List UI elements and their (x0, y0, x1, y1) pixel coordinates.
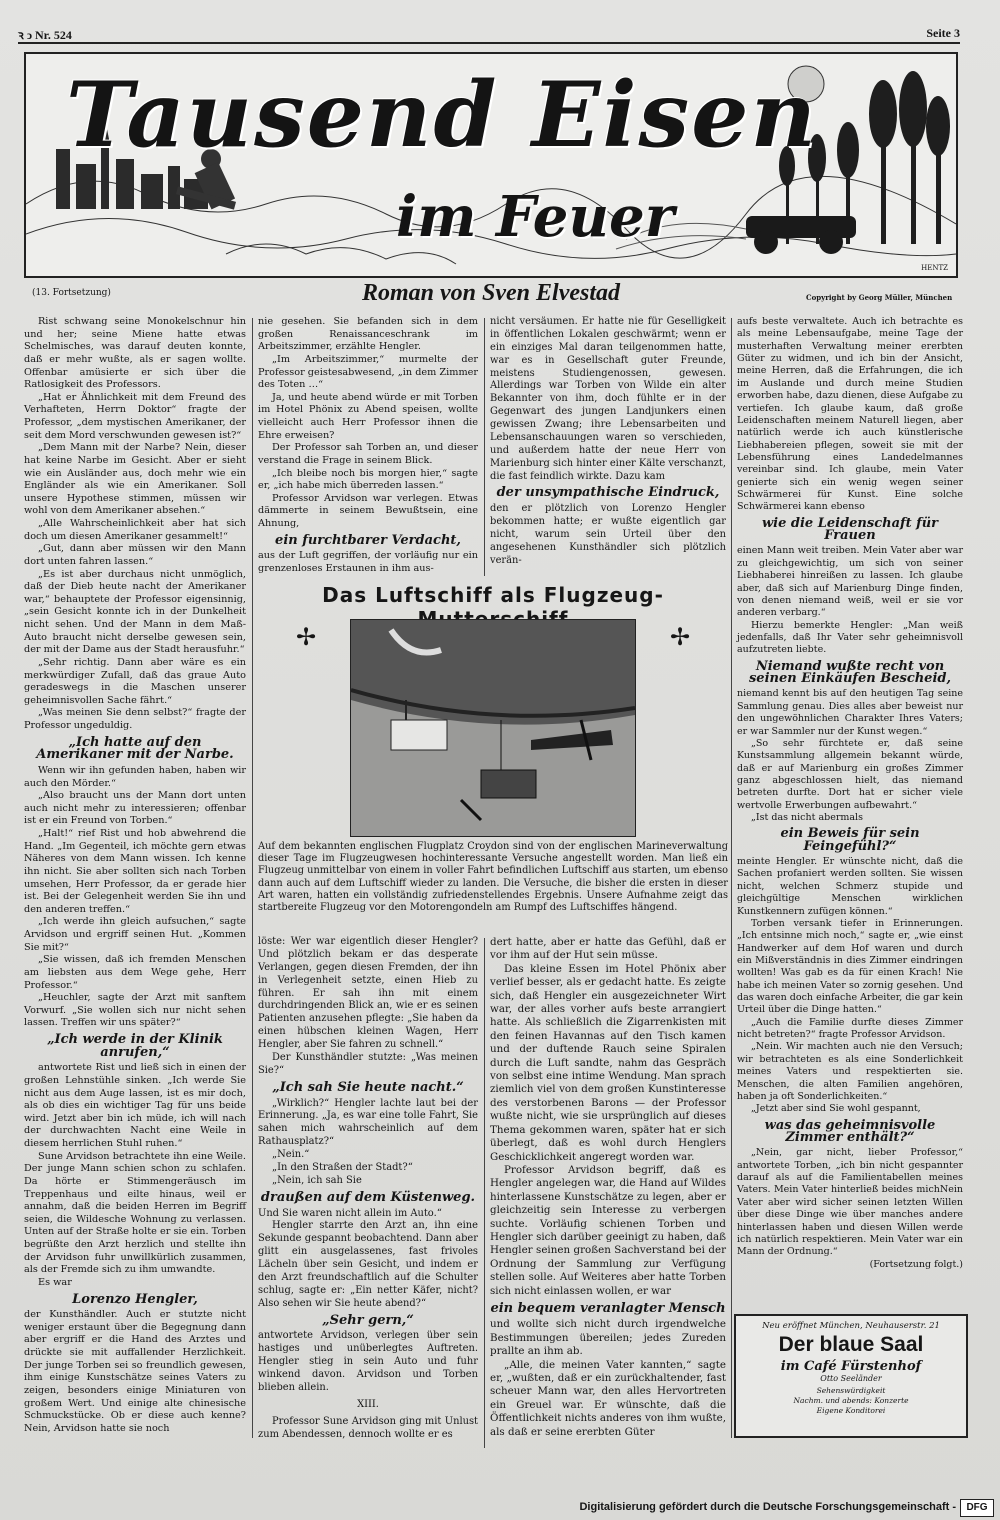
paragraph: Rist schwang seine Monokelschnur hin und her; seine Miene hatte etwas Schelmisches, was darauf deuten konnte, daß er mehr wußte, als er sagen wollte. Offenbar amüsierte er sich über die Ratlosigkeit des Professors. (24, 316, 246, 391)
paragraph: Wenn wir ihn gefunden haben, haben wir auch den Mörder.“ (24, 764, 246, 789)
column-rule (252, 318, 253, 1438)
paragraph: „Alle, die meinen Vater kannten,“ sagte er, „wußten, daß er ein zurückhaltender, fast scheuer Mann war, den alles Hervortreten ein Greuel war. Er wünschte, daß die Öffentlichkeit nichts anderes von ihm wußte, als daß er seine ererbten Güter (490, 1358, 726, 1438)
paragraph: „Was meinen Sie denn selbst?“ fragte der Professor ungeduldig. (24, 707, 246, 731)
paragraph: „Alle Wahrscheinlichkeit aber hat sich doch um diesen Amerikaner gesammelt!“ (24, 518, 246, 542)
paragraph: „Heuchler, sagte der Arzt mit sanftem Vorwurf. „Sie wollen sich nur nicht sehen lassen. Treffen wir uns später?“ (24, 992, 246, 1029)
header-rule (18, 42, 960, 44)
figure-title: Das Luftschiff als Flugzeug- (322, 583, 664, 607)
airship-figure (258, 583, 728, 931)
paragraph: „Sehr richtig. Dann aber wäre es ein merkwürdiger Zufall, daß das graue Auto geradeswegs in die Maschen unserer geheimnisvollen Sache fährt.“ (24, 656, 246, 706)
paragraph: „Ich bleibe noch bis morgen hier,“ sagte er, „ich habe mich überreden lassen.“ (258, 467, 478, 492)
novel-subhead (24, 280, 964, 310)
ad-opening-line: Neu eröffnet München, Neuhauserstr. 21 (762, 1321, 940, 1331)
paragraph: XIII. (357, 1398, 379, 1410)
section-heading: „Ich hatte auf den Amerikaner mit der Narbe. (36, 734, 234, 763)
section-heading: was das geheimnisvolle Zimmer enthält?“ (764, 1117, 936, 1145)
figure-caption: Auf dem bekannten englischen Flugplatz Croydon sind von der englischen Marineverwaltung dieser Tage im Flugzeugwesen hochinteressante Versuche angestellt worden. Man ließ ein Flugzeug unmittelbar von einem in voller Fahrt befindlichen Luftschiff aus starten, um ebenso dann auch auf dem Luftschiff wieder zu landen. Die Versuche, die bisher die ersten in dieser Art waren, hatten ein vollständig zufriedenstellendes Ergebnis. Unsere Aufnahme zeigt das startbereite Flugzeug vor den Motorengondeln am Rumpf des Luftschiffes hängend. (258, 841, 728, 914)
column-rule (484, 318, 485, 576)
ad-venue-name: Der blaue Saal (778, 1333, 924, 1356)
paragraph: aufs beste verwaltete. Auch ich betrachte es als meine Lebensaufgabe, meine Tage der musterhaften Verwaltung meiner ererbten Güter zu widmen, und ich bin der Ansicht, meine Herren, daß die Erfahrungen, die ich im Auslande und durch meine Studien erworben habe, dazu dienen, diese Aufgabe zu vertiefen. Ich glaube kaum, daß große Leidenschaften meinem Naturell liegen, aber natürlich werde ich auch künstlerische Liebhabereien pflegen, soweit sie mit der Lebensführung eines Landedelmannes vereinbar sind. Ich glaube, mein Vater genierte sich ein wenig wegen seiner Schwärmerei für Kunst. Eine solche Schwärmerei kann ebenso (737, 316, 963, 513)
section-heading: draußen auf dem Küstenweg. (260, 1189, 476, 1205)
paragraph: „Dem Mann mit der Narbe? Nein, dieser hat keine Narbe im Gesicht. Aber er sieht wie ein Ausländer aus, doch mehr wie ein Engländer als wie ein Amerikaner. Soll unsere Hypothese stimmen, müssen wir wohl von dem Amerikaner absehen.“ (24, 442, 246, 517)
paragraph: „Im Arbeitszimmer,“ murmelte der Professor geistesabwesend, „in dem Zimmer des Toten …“ (258, 353, 478, 391)
paragraph: meinte Hengler. Er wünschte nicht, daß die Sachen profaniert werden sollten. Sie wissen nicht, welchen Schmerz stupide und gleichgültige Menschen wirklichen Kunstkennern zufügen können.“ (737, 856, 963, 917)
paragraph: Hengler starrte den Arzt an, ihn eine Sekunde gespannt beobachtend. Dann aber glitt ein ausgelassenes, fast frivoles Lächeln über sein Gesicht, und indem er den Arzt freundschaftlich auf die Schulter schlug, sagte er: „Ein netter Käfer, nicht? Also sehen wir Sie heute abend?“ (258, 1220, 478, 1309)
paragraph: einen Mann weit treiben. Mein Vater aber war zu gleichgewichtig, um sich von seiner Liebhaberei hinreißen zu lassen. Ich glaube aber, daß sich auf Marienburg Dinge finden, von denen niemand weiß, weil er sie vor anderen verbarg.“ (737, 545, 963, 619)
masthead-title: Tausend Eisen (66, 62, 818, 168)
paragraph: „Nein. Wir machten auch nie den Versuch; wir betrachteten es als eine Sonderlichkeit meines Vaters und respektierten sie. Menschen, die alten Familien angehören, haben ja oft Sonderlichkeiten.“ (737, 1041, 963, 1102)
text-column-4 (737, 316, 963, 1306)
paragraph: „Gut, dann aber müssen wir den Mann dort unten fahren lassen.“ (24, 543, 246, 567)
paragraph: Der Professor sah Torben an, und dieser verstand die Frage in seinem Blick. (258, 442, 478, 466)
ad-detail: Nachm. und abends: Konzerte (793, 1396, 909, 1405)
airship-photo (350, 619, 636, 837)
novel-title: Roman von Sven Elvestad (362, 280, 621, 306)
paragraph: „Nein, ich sah Sie (272, 1174, 362, 1186)
paragraph: „Auch die Familie durfte dieses Zimmer nicht betreten?“ fragte Professor Arvidson. (737, 1016, 963, 1041)
paragraph: nicht versäumen. Er hatte nie für Geselligkeit in öffentlichen Lokalen geschwärmt; wenn er ein einziges Mal daran teilgenommen hatte, war es in Gesellschaft guter Freunde, meistens Studiengenossen, gewesen. Allerdings war Torben von Wilde ein alter Bekannter von ihm, doch fühlte er in der Gegenwart des jungen Landjunkers einen gewissen Zwang; ihre Lebensarbeiten und Lebensanschauungen waren so verschieden, und außerdem hatte der neue Herr von Marienburg sich hinter einer Kälte verschanzt, die fast feindlich wirkte. Dazu kam (490, 316, 726, 482)
artist-signature: HENTZ (921, 264, 948, 272)
ad-detail: Sehenswürdigkeit (816, 1386, 886, 1395)
ad-owner: Otto Seeländer (820, 1374, 882, 1383)
paragraph: aus der Luft gegriffen, der vorläufig nur ein grenzenloses Erstaunen in ihm aus- (258, 550, 478, 574)
masthead-illustration (24, 52, 958, 278)
paragraph: „Also braucht uns der Mann dort unten auch nicht mehr zu interessieren; offenbar ist er ein Freund von Torben.“ (24, 790, 246, 827)
paragraph: (Fortsetzung folgt.) (869, 1258, 963, 1270)
paragraph: den er plötzlich von Lorenzo Hengler bekommen hatte; er wußte eigentlich gar nicht, warum sein Urteil über den angesehenen Kunsthändler sich plötzlich verän- (490, 503, 726, 566)
text-column-1 (24, 316, 246, 1446)
section-heading: „Ich werde in der Klinik anrufen,“ (47, 1032, 223, 1060)
paragraph: „Halt!“ rief Rist und hob abwehrend die Hand. „Im Gegenteil, ich möchte gern etwas Näheres von dem Mann wissen. Ich kenne ihn nicht. Sie aber sollten sich nach Torben umsehen, Herr Professor, da er gerade hier ist. Bei der Gelegenheit werden Sie ihn und den anderen treffen.“ (24, 828, 246, 915)
page-footer (0, 1496, 1000, 1520)
paragraph: „Wirklich?“ Hengler lachte laut bei der Erinnerung. „Ja, es war eine tolle Fahrt, Sie sahen mich wahrscheinlich auf dem Rathausplatz?“ (258, 1097, 478, 1148)
ad-detail: Eigene Konditorei (816, 1406, 886, 1415)
section-heading: Niemand wußte recht von seinen Einkäufen Bescheid, (748, 658, 952, 687)
paragraph: löste: Wer war eigentlich dieser Hengler? Und plötzlich bekam er das desperate Verlangen, gegen diesen Fremden, der ihn in Verlegenheit setzte, einen Hieb zu führen. Er sah ihn mit einem durchdringenden Blick an, wie er es seinen Patienten anzusehen pflegte: „Sie haben da einen hübschen kleinen Wagen, Herr Hengler, aber Sie fahren zu schnell.“ (258, 936, 478, 1050)
paragraph: Es war (38, 1276, 72, 1288)
section-heading: „Ich sah Sie heute nacht.“ (272, 1079, 464, 1095)
paragraph: Und Sie waren nicht allein im Auto.“ (258, 1207, 442, 1219)
text-column-3-lower (490, 936, 726, 1456)
section-heading: „Sehr gern,“ (322, 1312, 414, 1328)
paragraph: Professor Arvidson war verlegen. Etwas dämmerte in seinem Bewußtsein, eine Ahnung, (258, 492, 478, 529)
paragraph: antwortete Rist und ließ sich in einen der großen Lehnstühle sinken. „Ich werde Sie nicht aus dem Auge lassen, ist es mir doch, als ob dies ein wichtiger Tag für uns beide wird. Jetzt aber bin ich müde, ich will nach der durchwachten Nacht eine Weile in diesem herrlichen Stuhl ruhen.“ (24, 1062, 246, 1149)
paragraph: niemand kennt bis auf den heutigen Tag seine Sammlung genau. Dies alles aber beweist nur den ungewöhnlichen Charakter Ihres Vaters; er war Sammler nur der Kunst wegen.“ (737, 688, 963, 737)
paragraph: Der Kunsthändler stutzte: „Was meinen Sie?“ (258, 1051, 478, 1076)
paragraph: nie gesehen. Sie befanden sich in dem großen Renaissanceschrank im Arbeitszimmer, erzählte Hengler. (258, 316, 478, 353)
funding-notice: Digitalisierung gefördert durch die Deutsche Forschungsgemeinschaft - (579, 1501, 956, 1513)
paragraph: antwortete Arvidson, verlegen über sein hastiges und unüberlegtes Auftreten. Hengler stieg in sein Auto und fuhr winkend davon. Arvidson und Torben blieben allein. (258, 1330, 478, 1393)
paragraph: „Ist das nicht abermals (751, 812, 863, 824)
paragraph: „Sie wissen, daß ich fremden Menschen am liebsten aus dem Wege gehe, Herr Professor.“ (24, 954, 246, 991)
text-column-2-lower (258, 936, 478, 1456)
text-column-3 (490, 316, 726, 576)
airship-photo-drawing (351, 620, 635, 836)
paragraph: dert hatte, aber er hatte das Gefühl, daß er vor ihm auf der Hut sein müsse. (490, 936, 726, 962)
paragraph: „Es ist aber durchaus nicht unmöglich, daß der Dieb heute nacht der Amerikaner war,“ behauptete der Professor eigensinnig, „sein Gesicht konnte ich in der Dunkelheit nicht sehen. Und der Mann in dem Maß-Auto braucht nicht derselbe gewesen sein, der mit der Dame aus der Stadt herausfuhr.“ (24, 568, 246, 656)
text-column-2 (258, 316, 478, 576)
page-number: Seite 3 (926, 26, 960, 40)
paragraph: und wollte sich nicht durch irgendwelche Bestimmungen übereilen; jedes Zureden prallte an ihm ab. (490, 1318, 726, 1358)
propeller-ornament-icon: ✢ (670, 623, 691, 651)
paragraph: Professor Sune Arvidson ging mit Unlust zum Abendessen, dennoch wollte er es (258, 1415, 478, 1440)
paragraph: „Ich werde ihn gleich aufsuchen,“ sagte Arvidson und ergriff seinen Hut. „Kommen Sie mit?“ (24, 916, 246, 953)
paragraph: Sune Arvidson betrachtete ihn eine Weile. Der junge Mann schien schon zu schlafen. Da hörte er Stimmengeräusch im Treppenhaus und eilte hinaus, weil er annahm, daß die beiden Herren im Begriff seien, die Wildesche Wohnung zu verlassen. Unten auf der Straße holte er sie ein. Torben begrüßte den Arzt herzlich und stellte ihn der Arvidson fuhr unwillkürlich zusammen, als der Fremde sich zu ihm umwandte. (24, 1150, 246, 1276)
section-heading: ein furchtbarer Verdacht, (275, 532, 461, 548)
section-heading: Lorenzo Hengler, (72, 1291, 198, 1307)
section-heading: wie die Leidenschaft für Frauen (761, 515, 939, 544)
paragraph: Ja, und heute abend würde er mit Torben im Hotel Phönix zu Abend speisen, wollte vielleicht auch Herr Professor ihnen die Ehre erweisen? (258, 391, 478, 441)
paragraph: „Nein, gar nicht, lieber Professor,“ antwortete Torben, „ich bin nicht gespannter darauf als auf die Familientabellen meines Vaters. Mein Vater hinterließ beides michNein Vater aber wird sicher seinen letzten Willen über diese Dinge wie über manches andere hinterlassen haben und diesen Willen werde ich natürlich respektieren. Mein Vater war ein Mann der Ordnung.“ (737, 1147, 963, 1258)
issue-number: ꝛ ↄ Nr. 524 (18, 28, 72, 42)
ad-cafe-name: im Café Fürstenhof (780, 1359, 922, 1374)
paragraph: der Kunsthändler. Auch er stutzte nicht weniger erstaunt über die Begegnung dann aber ergriff er die Hand des Arztes und drückte sie mit auffallender Herzlichkeit. Der junge Torben sei so freundlich gewesen, ihm einige Kunstschätze seines Vaters zu zeigen, besonders einige Miniaturen von großem Wert. Und einige alte chinesische Schmuckstücke. Ob er diese auch kenne? Nein, Arvidson hatte sie noch (24, 1309, 246, 1434)
paragraph: „Hat er Ähnlichkeit mit dem Freund des Verhafteten, Herrn Doktor“ fragte der Professor, „dem mystischen Amerikaner, der seit dem Mord verschwunden gewesen ist?“ (24, 391, 246, 441)
dfg-logo: DFG (960, 1499, 994, 1517)
masthead-subtitle: im Feuer (396, 184, 675, 250)
paragraph: Torben versank tiefer in Erinnerungen. „Ich entsinne mich noch,“ sagte er, „wie einst Handwerker auf dem Hof waren und durch ein Mißverständnis in dies Zimmer eindringen wollten! Was gab es da für einen Krach! Nie habe ich meinen Vater so zornig gesehen. Und das waren doch einfache Arbeiter, die gar kein Urteil über die Dinge hatten.“ (737, 917, 963, 1016)
paragraph: Professor Arvidson begriff, daß es Hengler angelegen war, die Hand auf Wildes hinterlassene Kunstschätze zu legen, aber er gleichzeitig sein Interesse zu verbergen suchte. Vorläufig schienen Torben und Hengler sich darüber geeinigt zu haben, daß Hengler seinen großen Sachverstand bei der Ordnung der Sammlung zur Verfügung stellen solle. Auf Weiteres aber hatte Torben sich nicht einlassen wollen, er war (490, 1163, 726, 1297)
section-heading: ein bequem veranlagter Mensch (490, 1300, 726, 1316)
paragraph: „In den Straßen der Stadt?“ (272, 1161, 413, 1173)
column-rule (484, 938, 485, 1448)
paragraph: „So sehr fürchtete er, daß seine Kunstsammlung allgemein bekannt würde, daß er auf Marienburg ein großes Zimmer ganz abgeschlossen hielt, das niemand betreten durfte. Dort hat er sicher viele wertvolle Erwerbungen aufbewahrt.“ (737, 737, 963, 811)
column-rule (731, 318, 732, 1438)
propeller-ornament-icon: ✢ (296, 623, 317, 651)
paragraph: Hierzu bemerkte Hengler: „Man weiß jedenfalls, daß Ihr Vater sehr geheimnisvoll aufzutreten liebte. (737, 619, 963, 656)
section-heading: ein Beweis für sein Feingefühl?“ (780, 826, 920, 854)
paragraph: „Nein.“ (272, 1149, 310, 1160)
section-heading: der unsympathische Eindruck, (496, 485, 720, 501)
cafe-advertisement (734, 1314, 968, 1438)
copyright-note: Copyright by Georg Müller, München (806, 293, 953, 302)
paragraph: „Jetzt aber sind Sie wohl gespannt, (751, 1103, 921, 1115)
page-header-line (18, 22, 960, 44)
paragraph: Das kleine Essen im Hotel Phönix aber verlief besser, als er gedacht hatte. Es zeigte sich, daß Hengler ein ausgezeichneter Wirt war, der alles vorher aufs beste arrangiert hatte. Als schließlich die Zigarrenkisten mit den feinen Havannas auf den Tisch kamen und der duftende Rauch seine Spiralen durch die Luft sandte, nahm das Gespräch von selbst eine intime Wendung. Man sprach ziemlich viel von dem großen Kunstinteresse des verstorbenen Barons — der Professor wußte nicht, wie sie ursprünglich auf dieses Thema gekommen waren, später hat er sich überlegt, daß es wohl durch Henglers Geschicklichkeit angeregt worden war. (490, 962, 726, 1163)
continuation-note: (13. Fortsetzung) (32, 288, 111, 298)
